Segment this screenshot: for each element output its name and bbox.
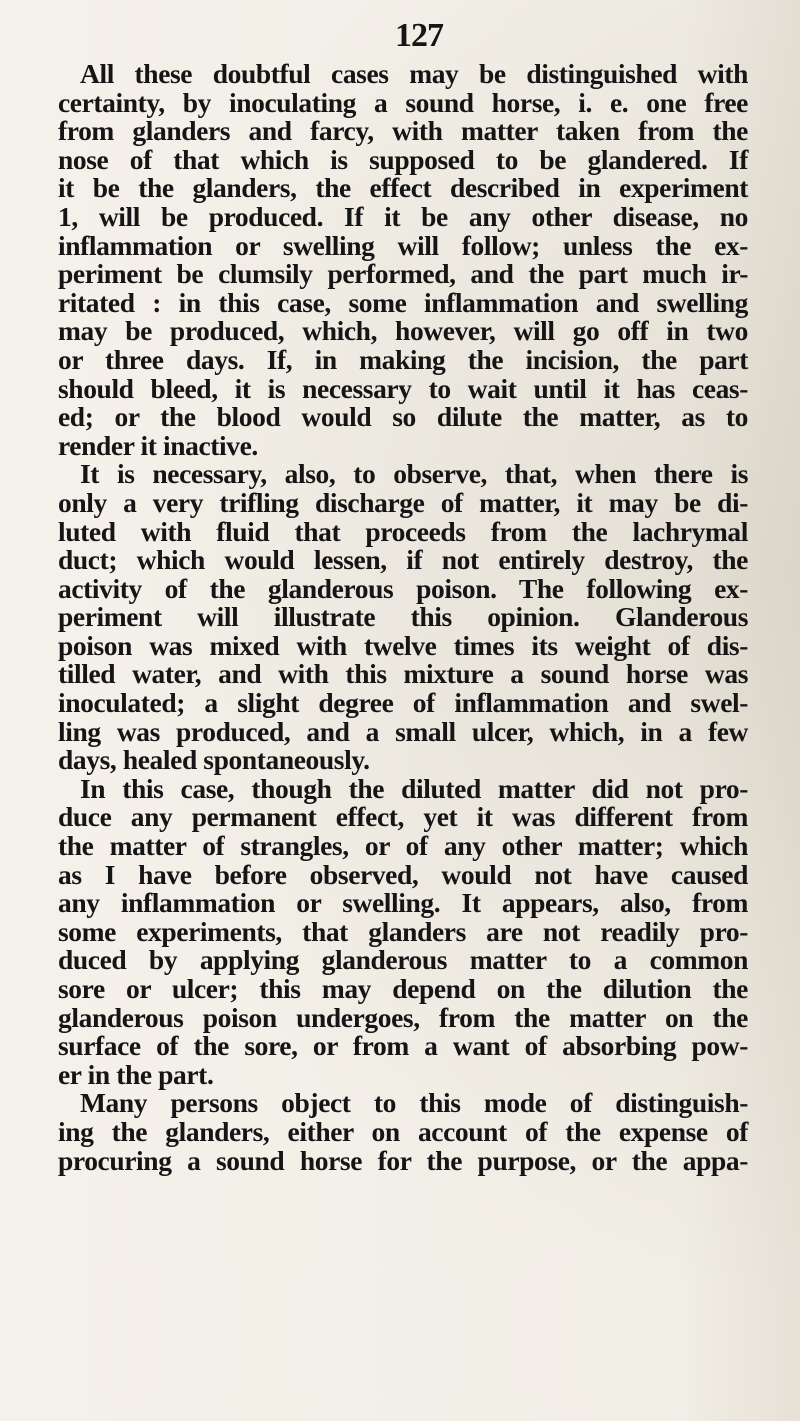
text-line: 1, will be produced. If it be any other disease, no bbox=[58, 200, 748, 232]
body-text bbox=[58, 60, 748, 1175]
text-line: should bleed, it is necessary to wait until it has ceas- bbox=[58, 372, 748, 404]
text-line: days, healed spontaneously. bbox=[58, 744, 370, 776]
text-line: luted with fluid that proceeds from the lachrymal bbox=[58, 515, 748, 547]
text-line: tilled water, and with this mixture a sound horse was bbox=[58, 658, 748, 690]
text-line: surface of the sore, or from a want of absorbing pow- bbox=[58, 1030, 748, 1062]
page-number: 127 bbox=[395, 17, 443, 54]
text-line: or three days. If, in making the incision, the part bbox=[58, 343, 748, 375]
text-line: only a very trifling discharge of matter, it may be di- bbox=[58, 486, 748, 518]
text-line: activity of the glanderous poison. The following ex- bbox=[58, 572, 748, 604]
text-line: render it inactive. bbox=[58, 429, 258, 461]
text-line: glanderous poison undergoes, from the matter on the bbox=[58, 1001, 748, 1033]
text-line: procuring a sound horse for the purpose, or the appa- bbox=[58, 1144, 748, 1176]
text-line: ed; or the blood would so dilute the matter, as to bbox=[58, 401, 748, 433]
text-line: from glanders and farcy, with matter taken from the bbox=[58, 115, 748, 147]
text-line: periment be clumsily performed, and the part much ir- bbox=[58, 258, 748, 290]
text-line: some experiments, that glanders are not readily pro- bbox=[58, 915, 748, 947]
text-line: sore or ulcer; this may depend on the dilution the bbox=[58, 973, 748, 1004]
text-line: may be produced, which, however, will go off in two bbox=[58, 315, 748, 347]
text-line: poison was mixed with twelve times its weight of dis- bbox=[58, 629, 748, 661]
text-line: inoculated; a slight degree of inflammation and swel- bbox=[58, 687, 748, 719]
text-line: certainty, by inoculating a sound horse, i. e. one free bbox=[58, 86, 748, 118]
text-line: duced by applying glanderous matter to a common bbox=[58, 944, 748, 976]
text-line: inflammation or swelling will follow; unless the ex- bbox=[58, 229, 748, 261]
text-line: All these doubtful cases may be distinguished with bbox=[80, 58, 748, 89]
text-line: It is necessary, also, to observe, that, when there is bbox=[80, 458, 748, 490]
text-line: as I have before observed, would not have caused bbox=[58, 858, 748, 890]
text-line: periment will illustrate this opinion. Glanderous bbox=[58, 601, 748, 633]
text-line: the matter of strangles, or of any other matter; which bbox=[58, 830, 748, 862]
text-line: In this case, though the diluted matter did not pro- bbox=[80, 772, 748, 804]
text-line: ling was produced, and a small ulcer, which, in a few bbox=[58, 715, 748, 747]
text-line: it be the glanders, the effect described in experiment bbox=[58, 172, 748, 204]
text-line: duct; which would lessen, if not entirely destroy, the bbox=[58, 544, 748, 576]
text-line: er in the part. bbox=[58, 1058, 214, 1090]
text-line: duce any permanent effect, yet it was different from bbox=[58, 801, 748, 833]
text-line: ing the glanders, either on account of the expense of bbox=[58, 1115, 748, 1147]
text-line: nose of that which is supposed to be glandered. If bbox=[58, 143, 748, 175]
text-line: Many persons object to this mode of distinguish- bbox=[80, 1087, 748, 1119]
text-line: any inflammation or swelling. It appears, also, from bbox=[58, 887, 748, 919]
text-line: ritated : in this case, some inflammation and swelling bbox=[58, 286, 748, 318]
